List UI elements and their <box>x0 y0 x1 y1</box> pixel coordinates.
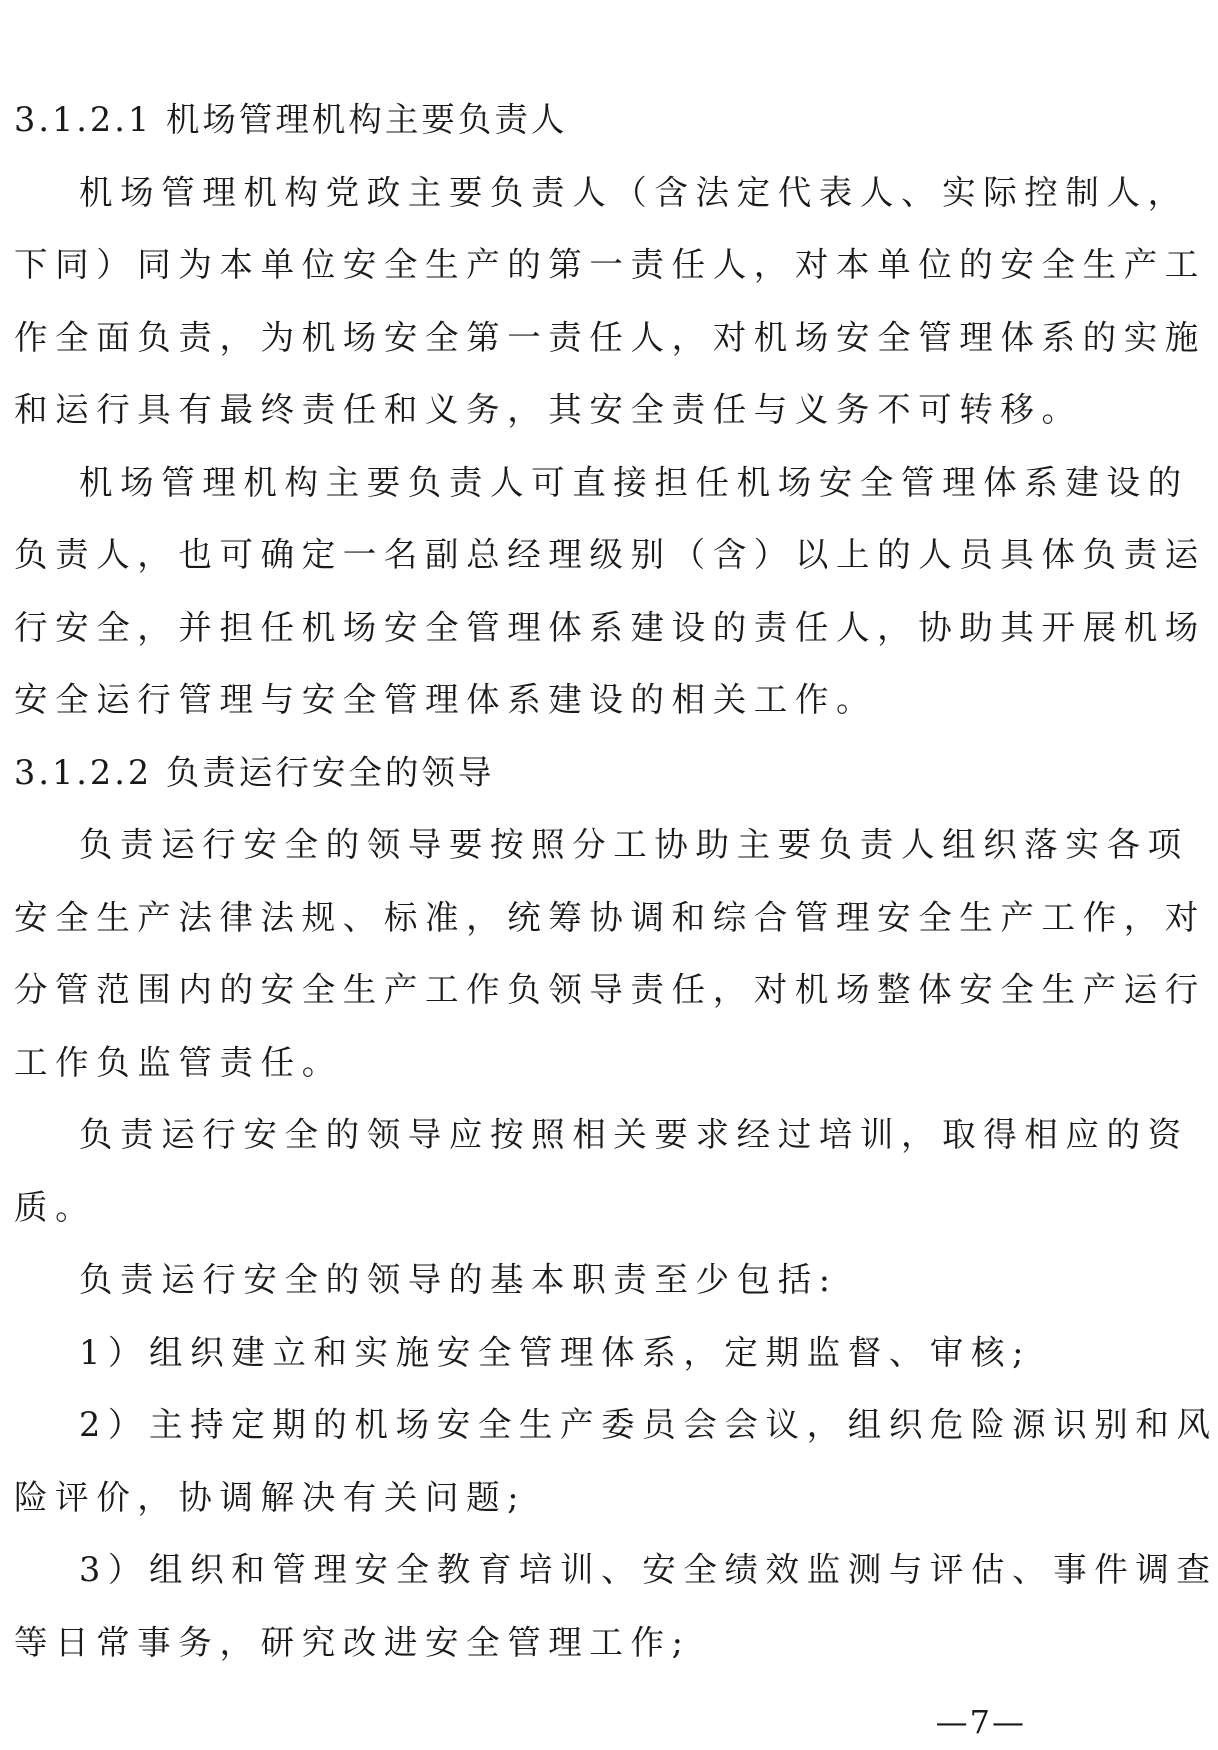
list-item-continuation: 等日常事务，研究改进安全管理工作; <box>14 1622 691 1662</box>
paragraph-line: 负责人，也可确定一名副总经理级别（含）以上的人员具体负责运 <box>14 535 1206 574</box>
paragraph-line: 负责运行安全的领导应按照相关要求经过培训，取得相应的资 <box>79 1115 1189 1154</box>
paragraph-line: 下同）同为本单位安全生产的第一责任人，对本单位的安全生产工 <box>14 245 1206 284</box>
list-item: 2）主持定期的机场安全生产委员会会议，组织危险源识别和风 <box>79 1405 1218 1444</box>
paragraph-line: 作全面负责，为机场安全第一责任人，对机场安全管理体系的实施 <box>14 317 1206 357</box>
paragraph-line: 负责运行安全的领导要按照分工协助主要负责人组织落实各项 <box>79 825 1189 864</box>
list-item: 1）组织建立和实施安全管理体系，定期监督、审核; <box>79 1332 1031 1372</box>
page-number: —7— <box>935 1703 1026 1741</box>
section-heading-3-1-2-1: 3.1.2.1 机场管理机构主要负责人 <box>14 100 568 139</box>
paragraph-line: 和运行具有最终责任和义务，其安全责任与义务不可转移。 <box>14 390 1083 429</box>
paragraph-line: 安全运行管理与安全管理体系建设的相关工作。 <box>14 680 878 719</box>
paragraph-line: 行安全，并担任机场安全管理体系建设的责任人，协助其开展机场 <box>14 607 1206 647</box>
paragraph-line: 质。 <box>14 1187 97 1227</box>
paragraph-line: 工作负监管责任。 <box>14 1042 343 1082</box>
paragraph-line: 安全生产法律法规、标准，统筹协调和综合管理安全生产工作，对 <box>14 897 1206 937</box>
paragraph-line: 机场管理机构主要负责人可直接担任机场安全管理体系建设的 <box>79 462 1189 502</box>
document-body <box>14 84 1218 1679</box>
list-item-continuation: 险评价，协调解决有关问题; <box>14 1477 527 1517</box>
paragraph-line: 机场管理机构党政主要负责人（含法定代表人、实际控制人， <box>79 172 1189 212</box>
paragraph-line: 分管范围内的安全生产工作负领导责任，对机场整体安全生产运行 <box>14 970 1206 1009</box>
list-item: 3）组织和管理安全教育培训、安全绩效监测与评估、事件调查 <box>79 1550 1218 1589</box>
section-heading-3-1-2-2: 3.1.2.2 负责运行安全的领导 <box>14 752 495 792</box>
paragraph-line: 负责运行安全的领导的基本职责至少包括: <box>79 1260 838 1299</box>
